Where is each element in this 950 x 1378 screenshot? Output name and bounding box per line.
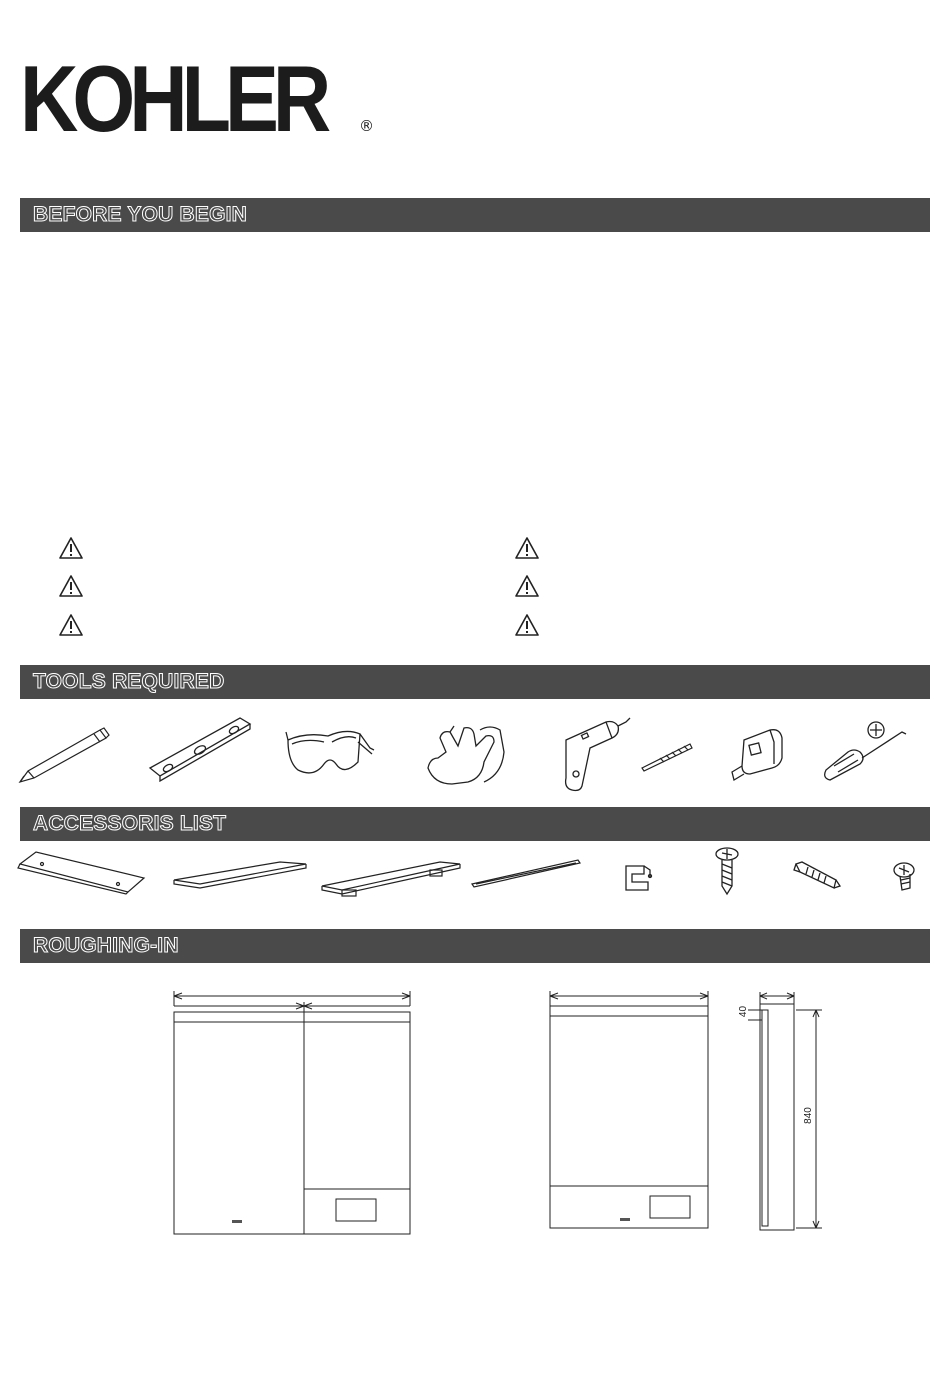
drill-icon (556, 716, 632, 794)
gloves-icon (424, 722, 506, 788)
dimension-height-label: 840 (802, 1107, 814, 1124)
kohler-logo: KOHLER (20, 46, 326, 151)
warning-icon (515, 575, 539, 597)
screwdriver-icon (820, 718, 910, 784)
section-title-accessories-list: ACCESSORIS LIST (33, 812, 227, 835)
warning-icon (59, 575, 83, 597)
safety-glasses-icon (284, 722, 376, 784)
panel-icon (16, 850, 146, 896)
warning-icon (515, 614, 539, 636)
front-view-two-door-drawing (168, 986, 418, 1240)
dimension-depth-label: 40 (738, 1005, 750, 1018)
shelf-icon (172, 858, 308, 890)
section-bar-before-you-begin (20, 198, 930, 232)
section-bar-accessories-list (20, 807, 930, 841)
spirit-level-icon (148, 716, 252, 782)
warning-icon (59, 614, 83, 636)
drill-bit-icon (638, 740, 694, 772)
section-title-before-you-begin: BEFORE YOU BEGIN (33, 203, 248, 226)
front-view-single-door-drawing (544, 988, 714, 1232)
screw-icon (712, 846, 742, 896)
registered-mark: ® (359, 117, 374, 135)
glass-shelf-icon (320, 856, 464, 898)
warning-icon (59, 537, 83, 559)
wall-anchor-icon (792, 858, 842, 894)
section-title-tools-required: TOOLS REQUIRED (33, 670, 225, 693)
warning-icon (515, 537, 539, 559)
pencil-icon (18, 726, 110, 784)
section-bar-tools-required (20, 665, 930, 699)
small-screw-icon (890, 860, 920, 894)
section-title-roughing-in: ROUGHING-IN (33, 934, 179, 957)
strip-icon (470, 856, 582, 890)
tape-measure-icon (730, 724, 786, 782)
section-bar-roughing-in (20, 929, 930, 963)
shelf-clip-icon (620, 862, 656, 894)
side-view-drawing (730, 990, 834, 1232)
